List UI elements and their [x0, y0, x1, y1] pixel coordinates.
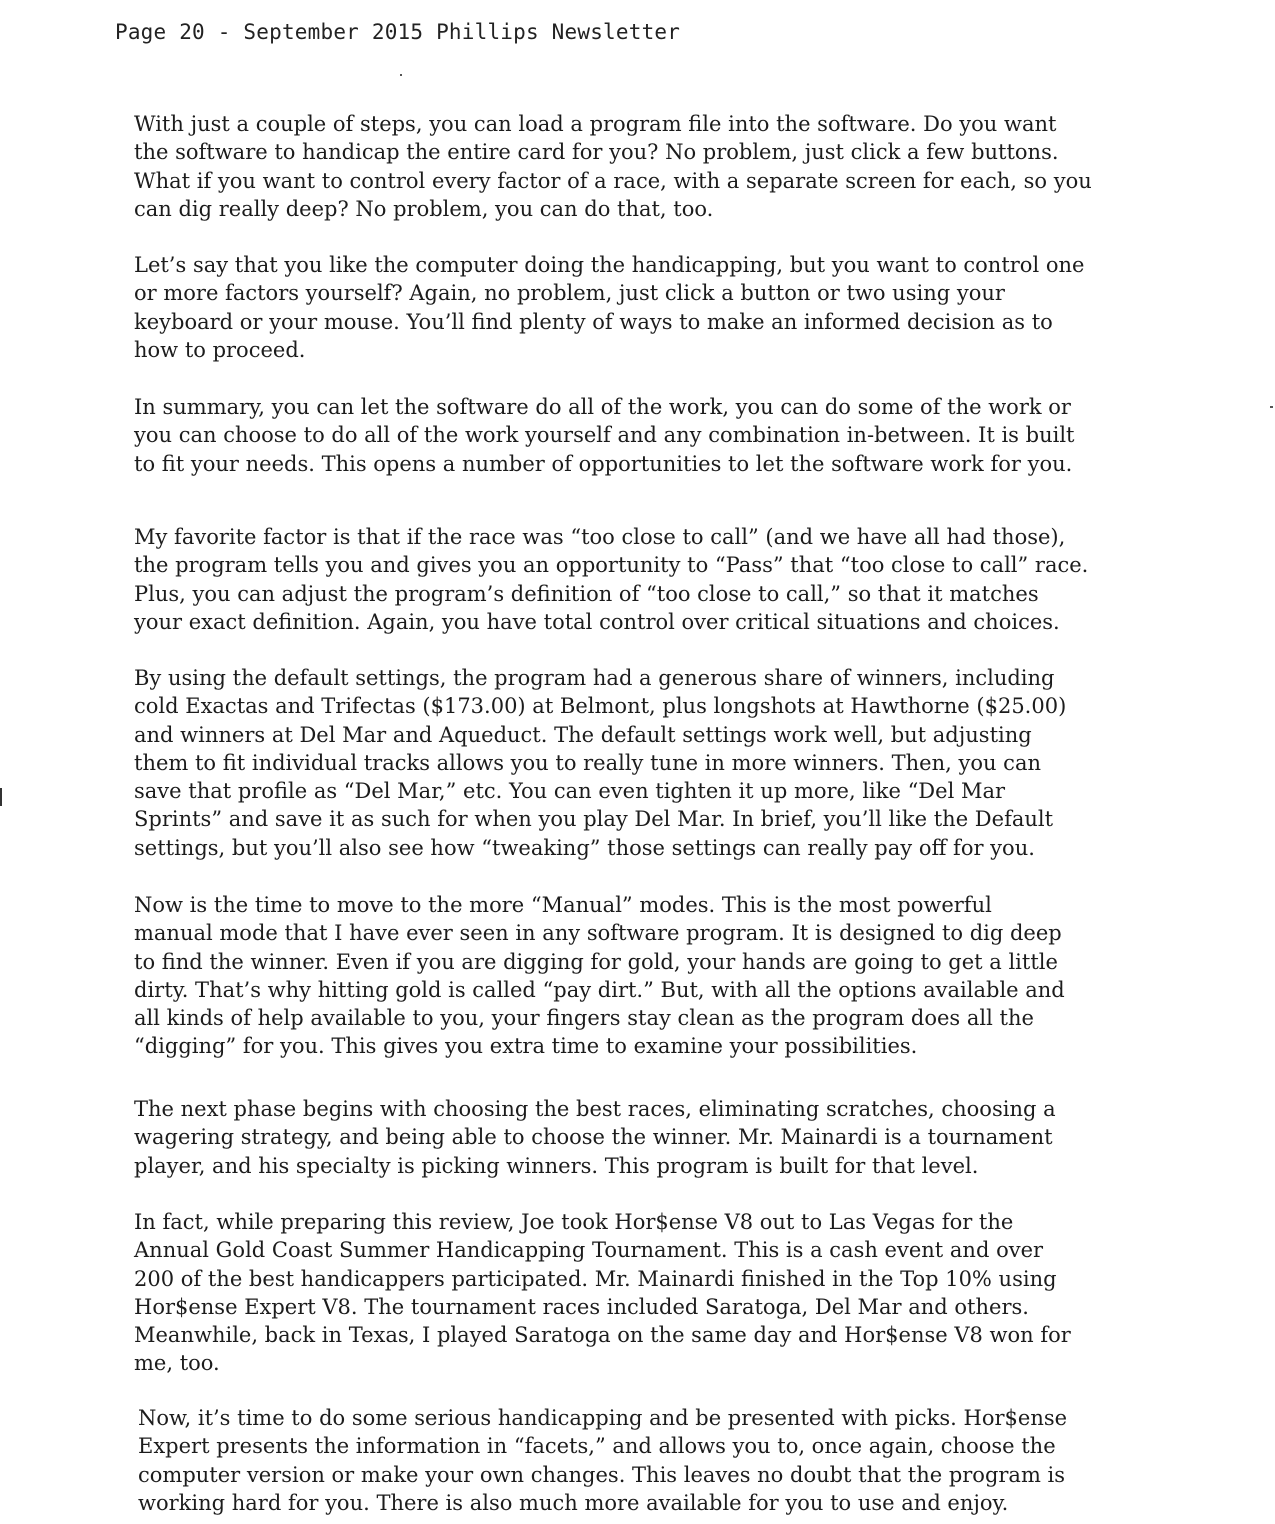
text-line: the software to handicap the entire card for you? No problem, just click a few buttons. [134, 140, 1059, 165]
paragraph-serious-handicapping [138, 1404, 1138, 1517]
text-line: What if you want to control every factor of a race, with a separate screen for each, so you [134, 168, 1092, 193]
running-head: Page 20 - September 2015 Phillips Newsletter [115, 20, 681, 44]
text-line: the program tells you and gives you an opportunity to “Pass” that “too close to call” race. [134, 553, 1089, 578]
text-line: keyboard or your mouse. You’ll find plenty of ways to make an informed decision as to [134, 309, 1053, 334]
scan-speck [1270, 406, 1273, 408]
text-line: Sprints” and save it as such for when you play Del Mar. In brief, you’ll like the Default [134, 807, 1054, 832]
text-line: manual mode that I have ever seen in any software program. It is designed to dig deep [134, 921, 1062, 946]
text-line: you can choose to do all of the work yourself and any combination in-between. It is built [134, 423, 1075, 448]
text-line: all kinds of help available to you, your fingers stay clean as the program does all the [134, 1006, 1034, 1031]
text-line: Let’s say that you like the computer doing the handicapping, but you want to control one [134, 253, 1085, 277]
paragraph-control-factors [134, 251, 1134, 364]
text-line: Now, it’s time to do some serious handicapping and be presented with picks. Hor$ense [138, 1406, 1068, 1430]
text-line: player, and his specialty is picking winners. This program is built for that level. [134, 1153, 979, 1178]
text-line: Expert presents the information in “facets,” and allows you to, once again, choose the [138, 1434, 1056, 1459]
text-line: settings, but you’ll also see how “tweaking” those settings can really pay off for you. [134, 835, 1035, 860]
text-line: to find the winner. Even if you are digging for gold, your hands are going to get a little [134, 949, 1058, 974]
text-line: In summary, you can let the software do all of the work, you can do some of the work or [134, 395, 1071, 419]
text-line: 200 of the best handicappers participated. Mr. Mainardi finished in the Top 10% using [134, 1266, 1057, 1291]
text-line: Now is the time to move to the more “Manual” modes. This is the most powerful [134, 893, 992, 917]
scan-speck [400, 74, 402, 76]
text-line: or more factors yourself? Again, no problem, just click a button or two using your [134, 281, 1005, 306]
text-line: With just a couple of steps, you can load a program file into the software. Do you want [134, 112, 1057, 136]
text-line: In fact, while preparing this review, Joe took Hor$ense V8 out to Las Vegas for the [134, 1210, 1014, 1234]
paragraph-tournament [134, 1208, 1134, 1378]
paragraph-summary [134, 393, 1134, 478]
text-line: Hor$ense Expert V8. The tournament races included Saratoga, Del Mar and others. [134, 1294, 1029, 1319]
text-line: save that profile as “Del Mar,” etc. You can even tighten it up more, like “Del Mar [134, 779, 1006, 804]
text-line: Meanwhile, back in Texas, I played Saratoga on the same day and Hor$ense V8 won for [134, 1323, 1071, 1348]
text-line: cold Exactas and Trifectas ($173.00) at Belmont, plus longshots at Hawthorne ($25.00) [134, 694, 1067, 719]
text-line: can dig really deep? No problem, you can do that, too. [134, 196, 714, 221]
paragraph-manual-modes [134, 891, 1134, 1061]
text-line: dirty. That’s why hitting gold is called “pay dirt.” But, with all the options available and [134, 977, 1065, 1002]
text-line: working hard for you. There is also much more available for you to use and enjoy. [138, 1490, 1009, 1515]
text-line: and winners at Del Mar and Aqueduct. The default settings work well, but adjusting [134, 722, 1032, 747]
text-line: “digging” for you. This gives you extra time to examine your possibilities. [134, 1034, 918, 1059]
scan-edge-mark [0, 788, 2, 806]
text-line: wagering strategy, and being able to choose the winner. Mr. Mainardi is a tournament [134, 1125, 1053, 1150]
text-line: how to proceed. [134, 337, 306, 362]
text-line: Plus, you can adjust the program’s definition of “too close to call,” so that it matches [134, 581, 1039, 606]
text-line: My favorite factor is that if the race was “too close to call” (and we have all had those), [134, 525, 1066, 549]
text-line: me, too. [134, 1351, 220, 1376]
text-line: your exact definition. Again, you have total control over critical situations and choices. [134, 609, 1060, 634]
paragraph-load-program [134, 110, 1134, 223]
text-line: to fit your needs. This opens a number of opportunities to let the software work for you. [134, 451, 1073, 476]
text-line: computer version or make your own changes. This leaves no doubt that the program is [138, 1462, 1066, 1487]
text-line: By using the default settings, the program had a generous share of winners, including [134, 666, 1055, 690]
text-line: The next phase begins with choosing the best races, eliminating scratches, choosing a [134, 1097, 1056, 1121]
text-line: Annual Gold Coast Summer Handicapping Tournament. This is a cash event and over [134, 1238, 1044, 1263]
text-line: them to fit individual tracks allows you to really tune in more winners. Then, you can [134, 750, 1041, 775]
paragraph-next-phase [134, 1095, 1134, 1180]
paragraph-default-settings [134, 664, 1134, 862]
paragraph-too-close-to-call [134, 523, 1134, 636]
